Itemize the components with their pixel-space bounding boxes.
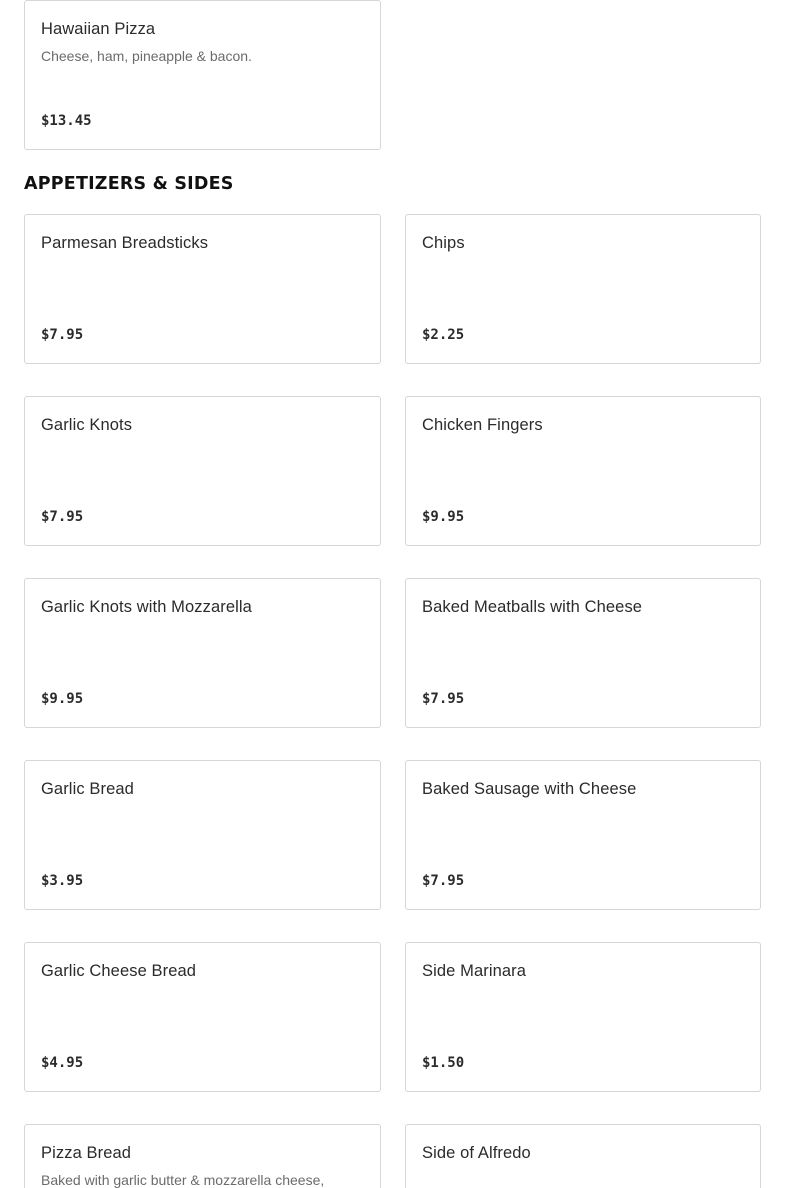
menu-item-name: Garlic Cheese Bread (41, 962, 197, 980)
section-title: APPETIZERS & SIDES (24, 174, 234, 194)
menu-item-price: $13.45 (41, 113, 92, 129)
menu-item-card[interactable] (24, 396, 381, 546)
menu-item-card[interactable] (24, 760, 381, 910)
menu-item-name: Baked Meatballs with Cheese (422, 598, 643, 616)
menu-item-name: Garlic Bread (41, 780, 134, 798)
menu-item-price: $3.95 (41, 873, 84, 889)
menu-item-card-hawaiian-pizza[interactable] (24, 0, 381, 150)
menu-item-card[interactable] (405, 1124, 761, 1188)
menu-item-name: Parmesan Breadsticks (41, 234, 209, 252)
menu-item-price: $1.50 (422, 1055, 465, 1071)
menu-item-card[interactable] (24, 578, 381, 728)
menu-item-card[interactable] (24, 214, 381, 364)
menu-item-price: $9.95 (41, 691, 84, 707)
menu-item-price: $7.95 (41, 327, 84, 343)
menu-item-name: Pizza Bread (41, 1144, 132, 1162)
menu-item-card[interactable] (24, 1124, 381, 1188)
menu-item-card[interactable] (24, 942, 381, 1092)
menu-item-price: $7.95 (422, 691, 465, 707)
menu-item-name: Chips (422, 234, 465, 252)
menu-item-price: $9.95 (422, 509, 465, 525)
menu-item-price: $2.25 (422, 327, 465, 343)
menu-item-name: Baked Sausage with Cheese (422, 780, 637, 798)
menu-item-name: Side of Alfredo (422, 1144, 531, 1162)
menu-item-description: Baked with garlic butter & mozzarella cheese, (41, 1172, 325, 1188)
menu-item-name: Garlic Knots with Mozzarella (41, 598, 252, 616)
menu-item-price: $7.95 (41, 509, 84, 525)
menu-item-card[interactable] (405, 214, 761, 364)
menu-item-price: $7.95 (422, 873, 465, 889)
menu-item-description: Cheese, ham, pineapple & bacon. (41, 48, 252, 64)
menu-item-price: $4.95 (41, 1055, 84, 1071)
menu-item-card[interactable] (405, 578, 761, 728)
menu-item-name: Chicken Fingers (422, 416, 543, 434)
menu-item-name: Hawaiian Pizza (41, 20, 156, 38)
menu-item-card[interactable] (405, 942, 761, 1092)
menu-item-name: Garlic Knots (41, 416, 133, 434)
menu-item-card[interactable] (405, 760, 761, 910)
menu-item-card[interactable] (405, 396, 761, 546)
menu-item-name: Side Marinara (422, 962, 527, 980)
